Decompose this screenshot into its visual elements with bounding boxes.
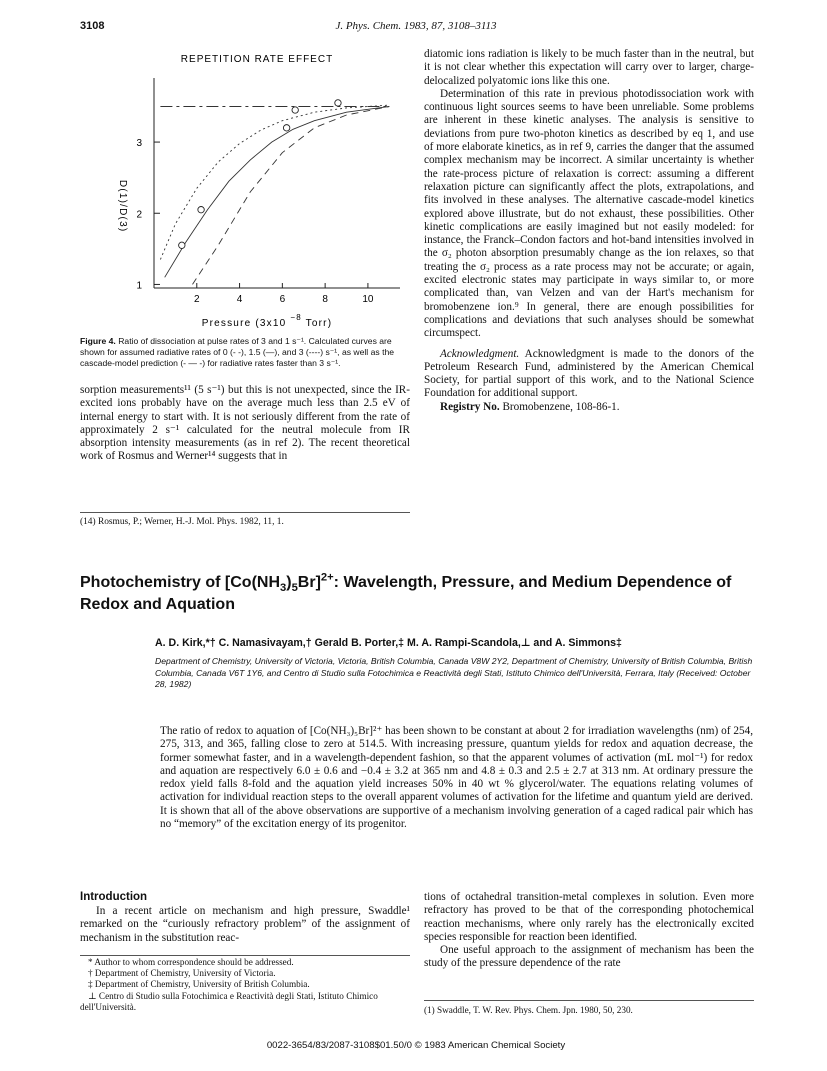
introduction-left-text: In a recent article on mechanism and high pressure, Swaddle¹ remarked on the “curiously refractory problem” of the assignment of mechanism in the substitution reac- (80, 905, 410, 944)
footnote-corresponding: * Author to whom correspondence should be addressed. (88, 957, 294, 967)
y-tick-label: 2 (136, 209, 142, 221)
right-column (424, 48, 754, 414)
x-tick-label: 8 (322, 294, 328, 305)
registry-text: Bromobenzene, 108-86-1. (502, 400, 620, 413)
journal-reference: J. Phys. Chem. 1983, 87, 3108–3113 (335, 20, 497, 32)
data-point (179, 242, 185, 248)
footnote-ubc: ‡ Department of Chemistry, University of British Columbia. (88, 979, 310, 990)
registry-number (424, 401, 754, 414)
acknowledgment-text: Acknowledgment is made to the donors of the Petroleum Research Fund, administered by the American Chemical Society, for partial support of this work, and to the National Science Foundation for additional support. (424, 347, 754, 400)
running-head (80, 20, 752, 36)
y-axis-label: D(1)/D(3) (117, 179, 128, 233)
registry-label: Registry No. (440, 400, 500, 413)
abstract: The ratio of redox to aquation of [Co(NH₃)₅Br]²⁺ has been shown to be constant at about 2 for irradiation wavelengths (nm) of 254, 275, 313, and 365, falling close to zero at 514.5. With increasing pressure, quantum yields for redox and aquation decrease, the former somewhat faster, and in a wavelength-dependent fashion, so that the apparent volumes of activation (mL mol⁻¹) for redox and aquation are respectively 6.0 ± 0.6 and −0.4 ± 3.2 at 365 nm and 4.8 ± 0.3 and 2.5 ± 2.7 at 313 nm. At ordinary pressure the redox yield falls 8-fold and the aquation yield increases 50% in 40 wt % glycerol/water. The equations relating volumes of activation for individual reaction steps to the overall apparent volumes of activation for the lifetime and quantum yield are derived. It is shown that all of the above observations are supportive of a mechanism involving generation of a caged radical pair which has no “memory” of the excitation energy of its progenitor. (160, 725, 753, 831)
title-subscript-3: 3 (280, 582, 287, 595)
introduction-right-paragraph-2: One useful approach to the assignment of mechanism has been the study of the pressure dependence of the rate (424, 944, 754, 970)
repetition-rate-chart (80, 48, 410, 340)
curve-short-dash (160, 105, 389, 259)
chart-title: REPETITION RATE EFFECT (180, 54, 334, 65)
y-tick-label: 3 (136, 138, 142, 150)
title-subscript-5: 5 (291, 582, 298, 595)
right-column-paragraph-1: diatomic ions radiation is likely to be much faster than in the neutral, but it is not clear whether this expectation will carry over to larger, charge-delocalized polyatomic ions like this one. (424, 48, 754, 87)
curve-solid (165, 107, 390, 278)
x-tick-label: 6 (279, 294, 286, 305)
data-point (283, 125, 289, 131)
x-tick-label: 10 (362, 294, 374, 305)
figure-4 (80, 48, 410, 340)
acknowledgment (424, 348, 754, 401)
footnote-1: (1) Swaddle, T. W. Rev. Phys. Chem. Jpn. 1980, 50, 230. (424, 1005, 633, 1015)
figure-caption-label: Figure 4. (80, 336, 116, 346)
author-footnotes (80, 957, 410, 1013)
figure-caption-text: Ratio of dissociation at pulse rates of 3 and 1 s⁻¹. Calculated curves are shown for assumed radiative rates of 0 (- -), 1.5 (—), and 3 (----) s⁻¹, as well as the cascade-model prediction (- — -) for radiative rates faster than 3 s⁻¹. (80, 336, 395, 368)
footnote-divider-bottom-right (424, 1000, 754, 1001)
y-tick-label: 1 (136, 280, 142, 292)
copyright-line: 0022-3654/83/2087-3108$01.50/0 © 1983 American Chemical Society (266, 1040, 566, 1051)
affiliation: Department of Chemistry, University of Victoria, Victoria, British Columbia, Canada V8W 2Y2, Department of Chemistry, University of British Columbia, British Columbia, Canada V6T 1Y6, and Centro di Studio sulla Fotochimica e Reactività degli Stati, Istituto Chimico dell'Università, Ferrara, Italy (Received: October 28, 1982) (155, 656, 753, 689)
title-part-2: ) (286, 574, 292, 591)
curve-long-dash (193, 107, 390, 285)
title-superscript: 2+ (320, 571, 334, 584)
page-number: 3108 (80, 20, 105, 32)
title-part-3: Br] (297, 574, 321, 591)
authors: A. D. Kirk,*† C. Namasivayam,† Gerald B. Porter,‡ M. A. Rampi-Scandola,⊥ and A. Simmons‡ (155, 637, 622, 649)
x-tick-label: 4 (236, 294, 243, 305)
footnote-victoria: † Department of Chemistry, University of Victoria. (88, 968, 276, 979)
introduction-right-column (424, 891, 754, 971)
footnote-divider (80, 512, 410, 513)
article-title (80, 572, 760, 616)
footnote-14: (14) Rosmus, P.; Werner, H.-J. Mol. Phys. 1982, 11, 1. (80, 517, 284, 527)
introduction-right-paragraph-1: tions of octahedral transition-metal complexes in solution. Even more refractory has proved to be that of the corresponding photochemical reaction mechanisms, where only rarely has the electronically excited species responsible for reaction been identified. (424, 891, 754, 943)
right-column-paragraph-2: Determination of this rate in previous photodissociation work with continuous light sources seems to have been unreliable. Some problems are inherent in these kinetic analyses. The analysis is sensitive to deviations from pure two-photon kinetics as described by eq 1, and use of more elaborate kinetics, as in ref 9, carries the danger that the assumed complex mechanism may be incorrect. A similar uncertainty is whether the rate-process picture of relaxation is correct: assuming a different relaxation picture can significantly affect the plots, extrapolations, and fits involved in these analyses. The alternative cascade-model kinetics explored above illustrate, but do not exhaust, these possibilities. Other kinetic complications are easily imagined but not easily modeled: for instance, the Franck–Condon factors and hot-band intensities involved in the σ₂ photon absorption presumably change as the ion relaxes, so that treating the σ₂ process as a rate process may not be accurate; or again, excited electronic states may participate in ways similar to, or more complicated than, van Velzen and van der Hart's mechanism for bromobenzene ion.⁹ In general, there are enough possibilities for complications and deviations that such analyses should be somewhat circumspect. (424, 87, 754, 340)
data-point (292, 107, 298, 113)
data-point (198, 206, 204, 212)
footnote-divider-bottom-left (80, 955, 410, 956)
x-tick-label: 2 (194, 294, 200, 305)
data-point (335, 100, 341, 106)
title-part-4: : Wavelength, Pressure, and Medium Dependence of Redox and Aquation (80, 574, 732, 613)
title-part-1: Photochemistry of [Co(NH (80, 574, 280, 591)
left-column-paragraph: sorption measurements¹¹ (5 s⁻¹) but this is not unexpected, since the IR-excited ions probably have on the average much less than 2.5 eV of internal energy to start with. It is not seriously different from the rate of approximately 2 s⁻¹ calculated for the neutral molecule from IR absorption intensity measurements (as in ref 2). The recent theoretical work of Rosmus and Werner¹⁴ suggests that in (80, 384, 410, 463)
introduction-heading: Introduction (80, 891, 148, 903)
acknowledgment-label: Acknowledgment. (440, 347, 520, 360)
footnote-ferrara: ⊥ Centro di Studio sulla Fotochimica e Reactività degli Stati, Istituto Chimico dell'Università. (80, 990, 378, 1012)
x-axis-label: Pressure (3x10 $^{-8}$ Torr) (201, 313, 333, 329)
figure-caption (80, 336, 410, 369)
